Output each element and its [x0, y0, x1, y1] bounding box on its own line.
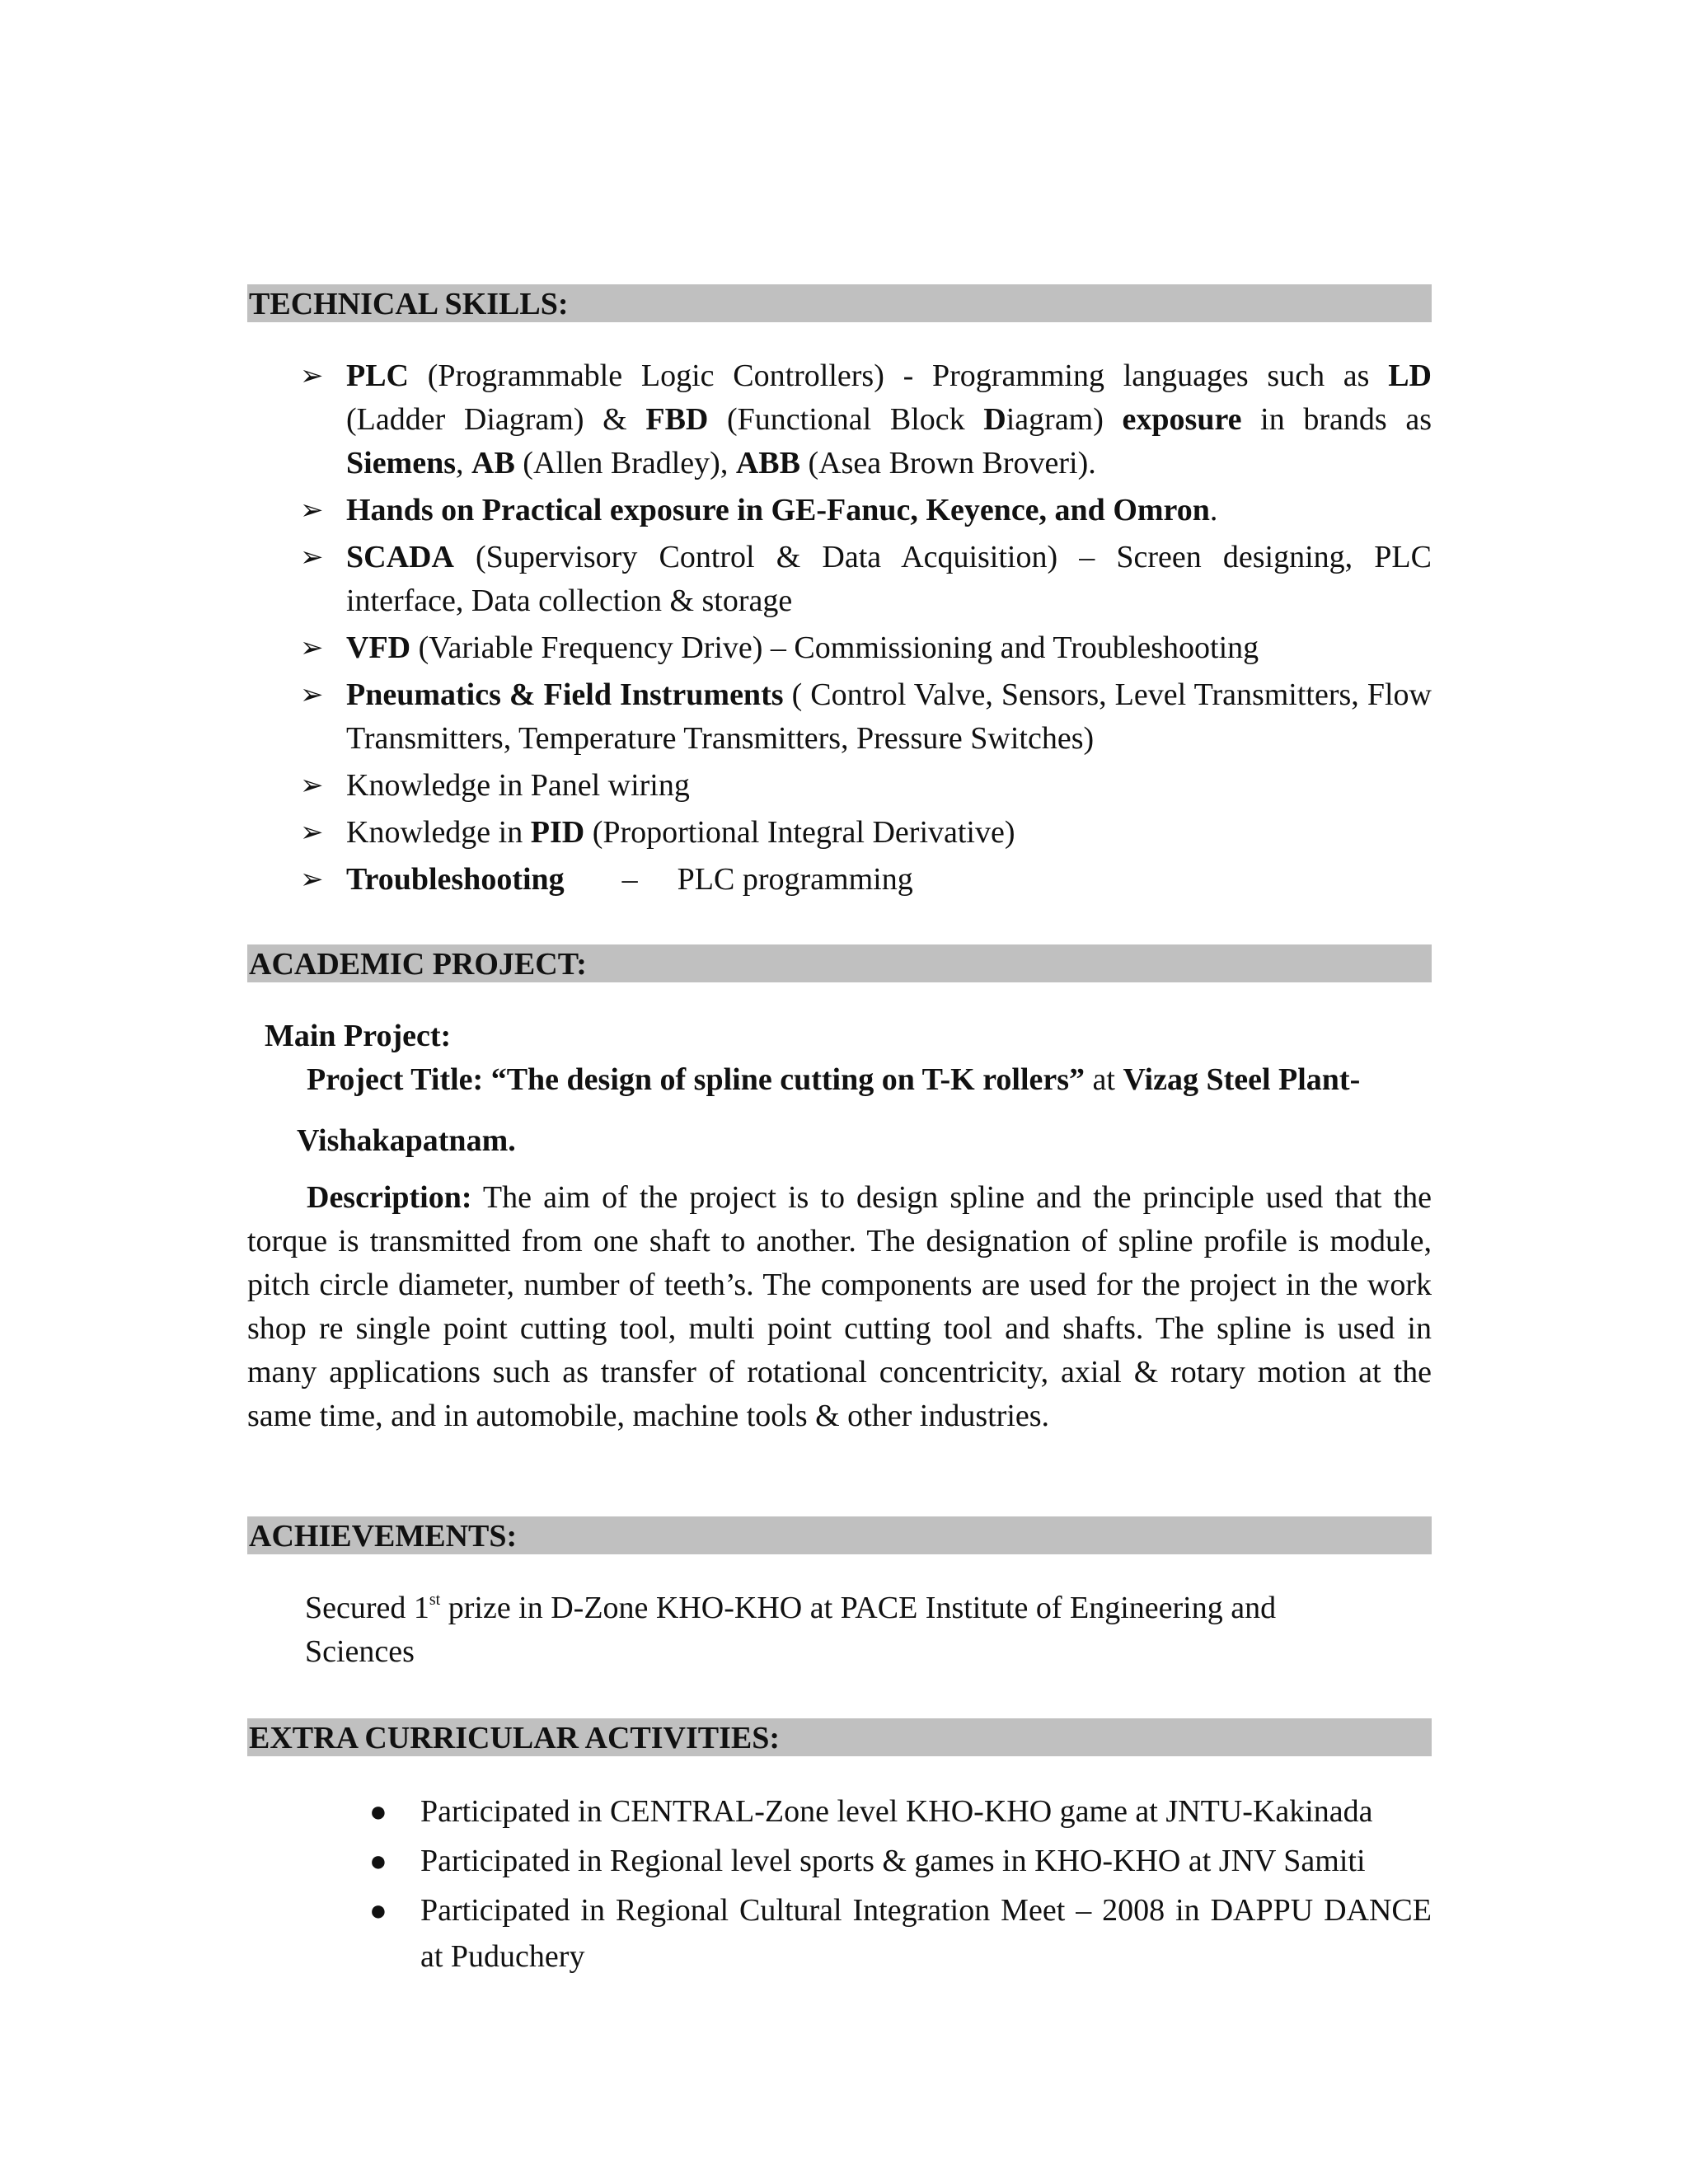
- project-description: [247, 1176, 1432, 1438]
- skill-text: (Allen Bradley),: [514, 446, 736, 480]
- activity-text: Participated in Regional Cultural Integration Meet – 2008 in DAPPU DANCE at Puduchery: [420, 1893, 1432, 1974]
- project-title-at: at: [1085, 1062, 1123, 1097]
- skill-text: (Proportional Integral Derivative): [584, 815, 1015, 850]
- skill-text: (Supervisory Control & Data Acquisition) – Screen designing, PLC interface, Data collection & storage: [346, 540, 1432, 618]
- main-project-label: Main Project:: [265, 1019, 452, 1053]
- academic-project-heading: ACADEMIC PROJECT:: [247, 944, 1432, 982]
- skill-text: Knowledge in: [346, 815, 531, 850]
- extra-curricular-list: [369, 1788, 1432, 1983]
- achievements-heading: ACHIEVEMENTS:: [247, 1516, 1432, 1554]
- arrow-bullet-icon: ➢: [300, 361, 324, 391]
- arrow-bullet-icon: ➢: [300, 633, 324, 663]
- skill-text: in brands as: [1241, 402, 1432, 437]
- arrow-bullet-icon: ➢: [300, 818, 324, 848]
- skill-item-troubleshooting: [300, 858, 1432, 902]
- arrow-bullet-icon: ➢: [300, 680, 324, 710]
- skill-term: D: [983, 402, 1006, 437]
- skill-text: (Programmable Logic Controllers) - Programming languages such as: [409, 359, 1389, 393]
- skill-item-plc: [300, 354, 1432, 485]
- skill-text: PLC programming: [677, 862, 913, 897]
- skill-term: Hands on Practical exposure in GE-Fanuc, Keyence, and Omron: [346, 493, 1210, 527]
- skill-dash: –: [621, 862, 638, 897]
- skill-text: (Ladder Diagram) &: [346, 402, 646, 437]
- dot-bullet-icon: ●: [369, 1894, 387, 1927]
- achievement-superscript: st: [429, 1591, 441, 1609]
- project-title: [307, 1058, 1360, 1102]
- skill-text: (Asea Brown Broveri).: [799, 446, 1096, 480]
- achievement-text: Secured 1: [305, 1591, 429, 1625]
- description-label: Description:: [307, 1180, 472, 1215]
- skill-term: PLC: [346, 359, 409, 393]
- skill-item-vfd: [300, 626, 1432, 670]
- achievement-item: [305, 1586, 1376, 1674]
- achievement-text: prize in D-Zone KHO-KHO at PACE Institute of Engineering and Sciences: [305, 1591, 1277, 1669]
- skill-term: Siemens: [346, 446, 456, 480]
- arrow-bullet-icon: ➢: [300, 865, 324, 895]
- skill-text: ,: [456, 446, 471, 480]
- skill-item-pid: [300, 811, 1432, 855]
- skill-term: ABB: [735, 446, 800, 480]
- extra-curricular-heading: EXTRA CURRICULAR ACTIVITIES:: [247, 1718, 1432, 1756]
- skill-term: AB: [471, 446, 515, 480]
- skill-item-panel-wiring: [300, 764, 1432, 808]
- skill-term: PID: [530, 815, 585, 850]
- arrow-bullet-icon: ➢: [300, 495, 324, 526]
- arrow-bullet-icon: ➢: [300, 542, 324, 573]
- skill-item-scada: [300, 536, 1432, 623]
- arrow-bullet-icon: ➢: [300, 771, 324, 801]
- skill-text: .: [1209, 493, 1218, 527]
- list-item: [369, 1838, 1432, 1884]
- dot-bullet-icon: ●: [369, 1795, 387, 1828]
- skill-item-hands-on: [300, 489, 1432, 532]
- activity-text: Participated in Regional level sports & games in KHO-KHO at JNV Samiti: [420, 1844, 1366, 1878]
- skill-text: (Functional Block: [708, 402, 984, 437]
- skill-term: FBD: [645, 402, 709, 437]
- activity-text: Participated in CENTRAL-Zone level KHO-KHO game at JNTU-Kakinada: [420, 1794, 1373, 1829]
- skill-text: iagram): [1006, 402, 1123, 437]
- skill-text: (Variable Frequency Drive) – Commissioning and Troubleshooting: [410, 630, 1259, 665]
- skill-text: Knowledge in Panel wiring: [346, 768, 690, 803]
- skill-term: SCADA: [346, 540, 454, 574]
- project-title-text: Project Title: “The design of spline cutting on T-K rollers”: [307, 1062, 1085, 1097]
- list-item: [369, 1788, 1432, 1835]
- skill-item-pneumatics: [300, 673, 1432, 761]
- list-item: [369, 1887, 1432, 1980]
- project-place-continued: Vishakapatnam.: [297, 1123, 516, 1158]
- technical-skills-list: [300, 354, 1432, 905]
- description-text: The aim of the project is to design spline and the principle used that the torque is transmitted from one shaft to another. The designation of spline profile is module, pitch circle diameter, number of teeth’s. The components are used for the project in the work shop re single point cutting tool, multi point cutting tool and shafts. The spline is used in many applications such as transfer of rotational concentricity, axial & rotary motion at the same time, and in automobile, machine tools & other industries.: [247, 1180, 1432, 1433]
- technical-skills-heading: TECHNICAL SKILLS:: [247, 284, 1432, 322]
- skill-term: VFD: [346, 630, 411, 665]
- skill-term: Troubleshooting: [346, 862, 565, 897]
- project-place: Vizag Steel Plant-: [1123, 1062, 1361, 1097]
- skill-text: ( Control Valve, Sensors, Level Transmitters, Flow Transmitters, Temperature Transmitters, Pressure Switches): [346, 677, 1432, 756]
- skill-term: LD: [1388, 359, 1432, 393]
- dot-bullet-icon: ●: [369, 1844, 387, 1877]
- skill-term: Pneumatics & Field Instruments: [346, 677, 784, 712]
- skill-term: exposure: [1122, 402, 1242, 437]
